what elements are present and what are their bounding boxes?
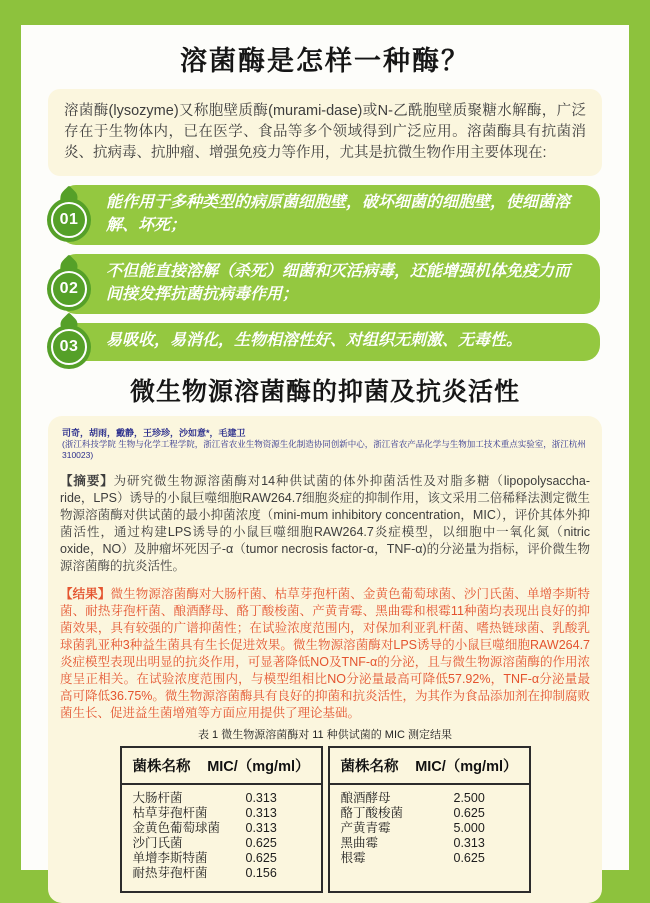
point-text: 不但能直接溶解（杀死）细菌和灭活病毒，还能增强机体免疫力而间接发挥抗菌抗病毒作用；: [106, 263, 571, 303]
col-header-mic: MIC/（mg/ml）: [207, 759, 310, 775]
point-number: 02: [51, 271, 87, 307]
mic-cell: 0.156: [245, 866, 277, 880]
strain-cell: 耐热芽孢杆菌: [132, 866, 208, 880]
table-header-row: [122, 748, 321, 785]
mic-cell: 0.313: [245, 791, 277, 805]
strain-cell: 枯草芽孢杆菌: [132, 806, 208, 820]
mic-cell: 0.625: [453, 851, 485, 865]
mic-table: [60, 746, 590, 893]
intro-box: [48, 89, 602, 176]
table-row: [341, 836, 518, 851]
strain-cell: 根霉: [340, 851, 366, 865]
page-title: 溶菌酶是怎样一种酶？: [180, 46, 470, 76]
table-body: [330, 785, 529, 891]
intro-text: 溶菌酶(lysozyme)又称胞壁质酶(murami-dase)或N-乙酰胞壁质聚糖水解酶，广泛存在于生物体内，已在医学、食品等多个领域得到广泛应用。溶菌酶具有抗菌消炎、抗病毒、抗肿瘤、增强免疫力等作用，尤其是抗微生物作用主要体现在:: [64, 103, 586, 161]
strain-cell: 大肠杆菌: [132, 791, 183, 805]
point-text: 能作用于多种类型的病原菌细胞壁，破坏细菌的细胞壁，使细菌溶解、坏死；: [106, 194, 571, 234]
table-row: [133, 806, 310, 821]
results-label: 【结果】: [60, 587, 111, 601]
table-row: [133, 836, 310, 851]
table-row: [133, 821, 310, 836]
mic-cell: 0.625: [453, 806, 485, 820]
col-header-strain: 菌株名称: [340, 759, 399, 775]
strain-cell: 产黄青霉: [340, 821, 391, 835]
strain-cell: 单增李斯特菌: [132, 851, 208, 865]
col-header-mic: MIC/（mg/ml）: [415, 759, 518, 775]
table-row: [341, 791, 518, 806]
mic-table-left: [120, 746, 323, 893]
point-item-1: [60, 185, 600, 245]
abstract-paragraph: [60, 473, 590, 575]
mic-cell: 5.000: [453, 821, 485, 835]
strain-cell: 酿酒酵母: [340, 791, 391, 805]
mic-cell: 0.625: [245, 851, 277, 865]
droplet-number-badge: [47, 257, 91, 311]
droplet-icon: [47, 198, 91, 242]
abstract-text: 为研究微生物源溶菌酶对14种供试菌的体外抑菌活性及对脂多糖（lipopolysaccha-ride，LPS）诱导的小鼠巨噬细胞RAW264.7细胞炎症的抑制作用，该文采用二倍稀释法测定微生物源溶菌酶对供试菌的最小抑菌浓度（mini-mum inhibitory concentration，MIC），评价其体外抑菌活性，通过构建LPS诱导的小鼠巨噬细胞RAW264.7炎症模型，以细胞中一氧化氮（nitric oxide，NO）及肿瘤坏死因子-α（tumor necrosis factor-α，TNF-α)的分泌量为指标，评价微生物源溶菌酶的抗炎活性。: [60, 474, 590, 573]
mic-cell: 0.313: [245, 806, 277, 820]
strain-cell: 酪丁酸梭菌: [340, 806, 404, 820]
table-header-row: [330, 748, 529, 785]
table-row: [133, 851, 310, 866]
point-item-3: [60, 323, 600, 361]
mic-cell: 2.500: [453, 791, 485, 805]
table-row: [341, 806, 518, 821]
point-number: 01: [51, 202, 87, 238]
strain-cell: 沙门氏菌: [132, 836, 183, 850]
table-caption: 表 1 微生物源溶菌酶对 11 种供试菌的 MIC 测定结果: [197, 729, 453, 741]
table-row: [133, 791, 310, 806]
results-paragraph: [60, 586, 590, 722]
droplet-number-badge: [47, 315, 91, 369]
point-text: 易吸收，易消化，生物相溶性好、对组织无刺激、无毒性。: [106, 332, 523, 350]
authors-line: 司奇，胡雨，戴静，王珍珍，沙如意*，毛建卫: [62, 428, 246, 438]
table-row: [341, 851, 518, 866]
mic-cell: 0.313: [453, 836, 485, 850]
results-text: 微生物源溶菌酶对大肠杆菌、枯草芽孢杆菌、金黄色葡萄球菌、沙门氏菌、单增李斯特菌、耐热芽孢杆菌、酿酒酵母、酪丁酸梭菌、产黄青霉、黑曲霉和根霉11种菌均表现出良好的抑菌效果，具有较强的广谱抑菌性；在试验浓度范围内，对保加利亚乳杆菌、嗜热链球菌、乳酸乳球菌乳亚种3种益生菌具有生长促进效果。微生物源溶菌酶对LPS诱导的小鼠巨噬细胞RAW264.7炎症模型表现出明显的抗炎作用，可显著降低NO及TNF-α的分泌，且与微生物源溶菌酶的作用浓度呈正相关。在试验浓度范围内，与模型组相比NO分泌量最高可降低57.92%，TNF-α分泌量最高可降低36.75%。微生物源溶菌酶具有良好的抑菌和抗炎活性，为其作为食品添加剂在抑制腐败菌生长、促进益生菌增殖等方面应用提供了理论基础。: [60, 587, 590, 720]
paper-box: [48, 416, 602, 903]
content-panel: [21, 25, 629, 880]
droplet-number-badge: [47, 188, 91, 242]
droplet-icon: [47, 267, 91, 311]
mic-table-right: [328, 746, 531, 893]
col-header-strain: 菌株名称: [132, 759, 191, 775]
table-body: [122, 785, 321, 891]
paper-title: 微生物源溶菌酶的抑菌及抗炎活性: [129, 378, 520, 406]
abstract-label: 【摘要】: [60, 474, 114, 488]
droplet-icon: [47, 325, 91, 369]
table-row: [341, 821, 518, 836]
strain-cell: 黑曲霉: [340, 836, 379, 850]
point-number: 03: [51, 329, 87, 365]
mic-cell: 0.313: [245, 821, 277, 835]
mic-cell: 0.625: [245, 836, 277, 850]
point-item-2: [60, 254, 600, 314]
affiliation-line: (浙江科技学院 生物与化学工程学院，浙江省农业生物资源生化制造协同创新中心，浙江省农产品化学与生物加工技术重点实验室，浙江杭州 310023): [62, 439, 586, 460]
table-row: [133, 866, 310, 881]
strain-cell: 金黄色葡萄球菌: [132, 821, 221, 835]
